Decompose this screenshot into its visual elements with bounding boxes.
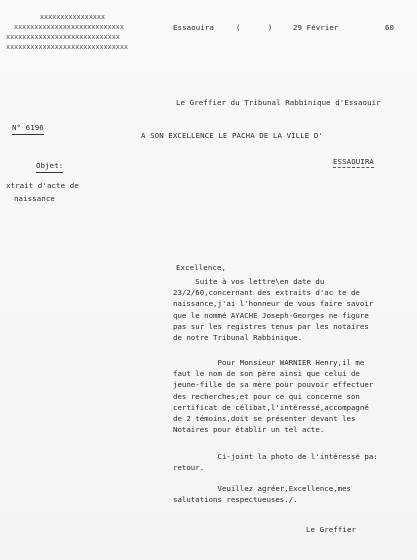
subject-line-1: xtrait d'acte de [6, 181, 79, 190]
reference-number: N° 6196 [12, 122, 44, 135]
recipient-line: A SON EXCELLENCE LE PACHA DE LA VILLE D' [141, 131, 323, 140]
sender-line: Le Greffier du Tribunal Rabbinique d'Essaouir [176, 98, 381, 107]
paragraph-line: naissance,j'ai l'honneur de vous faire savoir [173, 299, 374, 309]
struck-line-1: xxxxxxxxxxxxxxxx [40, 13, 106, 21]
subject-line-2: naissance [14, 194, 55, 203]
paragraph-line: salutations respectueuses./. [173, 495, 298, 505]
struck-line-3: xxxxxxxxxxxxxxxxxxxxxxxxxxxx [6, 33, 120, 41]
signature: Le Greffier [306, 525, 357, 534]
paragraph-line: 23/2/60,concernant des extraits d'ac te de [173, 288, 360, 298]
paragraph-line: des recherches;et pour ce qui concerne son [173, 391, 360, 401]
paragraph-line: Suite à vos lettre\en date du [173, 277, 325, 286]
paren: ( ) [236, 23, 273, 32]
paragraph-4 [173, 483, 413, 505]
paragraph-line: de 2 témoins,doit se présenter devant les [173, 414, 356, 424]
year: 60 [385, 23, 395, 32]
struck-line-4: xxxxxxxxxxxxxxxxxxxxxxxxxxxxxx [6, 43, 129, 51]
paragraph-line: Ci-joint la photo de l'intéressé pa: [173, 452, 378, 461]
paragraph-2 [173, 357, 413, 435]
subject-label: Objet: [36, 160, 63, 173]
struck-line-2: xxxxxxxxxxxxxxxxxxxxxxxxxxx [14, 23, 124, 31]
paragraph-line: certificat de célibat,l'intéressé,accompagné [173, 402, 369, 412]
recipient-city: ESSAOUIRA [333, 157, 374, 166]
paragraph-line: que le nommé AYACHE Joseph-Georges ne figure [173, 310, 369, 320]
paragraph-line: Notaires pour établir un tel acte. [173, 425, 325, 435]
paragraph-line: jeune-fille de sa mère pour pouvoir effectuer [173, 380, 374, 390]
date: 29 Février [293, 23, 339, 32]
place: Essaouira [173, 23, 214, 32]
paragraph-line: retour. [173, 463, 205, 473]
paragraph-1 [173, 276, 413, 343]
paragraph-3 [173, 451, 413, 473]
paragraph-line: pas sur les registres tenus par les notaires [173, 321, 369, 331]
salutation: Excellence, [176, 263, 227, 272]
paragraph-line: Pour Monsieur WARNIER Henry,il me [173, 358, 365, 367]
paragraph-line: faut le nom de son père ainsi que celui de [173, 369, 360, 379]
paragraph-line: de notre Tribunal Rabbinique. [173, 333, 303, 343]
paragraph-line: Veuillez agréer,Excellence,mes [173, 484, 351, 493]
